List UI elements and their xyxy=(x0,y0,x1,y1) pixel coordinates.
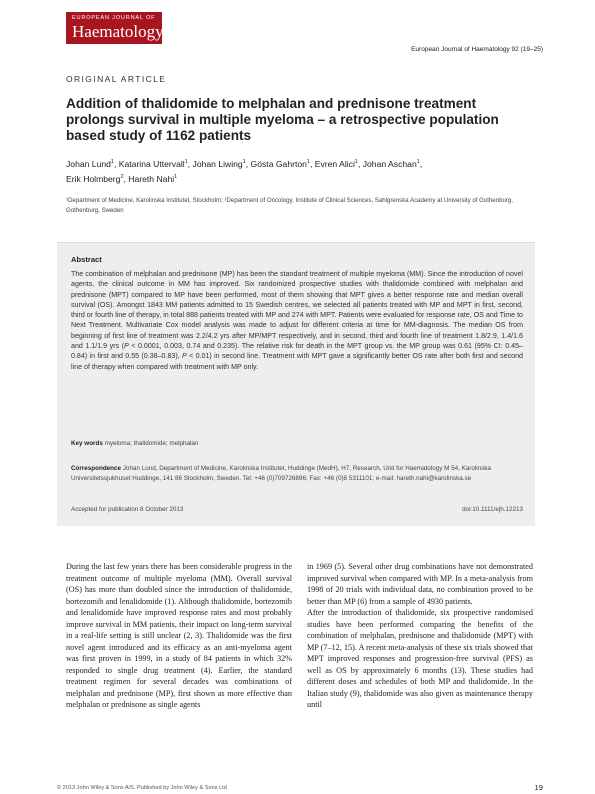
body-paragraph: After the introduction of thalidomide, six prospective randomised studies have been performed comparing the benefits of the combination of melphalan, prednisone and thalidomide (MPT) with MP (7–12, 15). A recent meta-analysis of these six trials showed that MPT improved responses and progression-free survival (PFS) as well as OS by approximately 6 months (13). These studies had different doses and schedules of both MP and thalidomide. In the Italian study (9), thalidomide was also given as maintenance therapy until xyxy=(307,608,533,709)
body-column-left xyxy=(66,561,292,711)
article-type: ORIGINAL ARTICLE xyxy=(66,74,167,84)
page-number: 19 xyxy=(534,783,543,792)
author: Johan Lund$^1$, xyxy=(66,158,119,169)
keywords: Key words myeloma; thalidomide; melphalan xyxy=(71,440,199,447)
author-list xyxy=(66,156,536,186)
correspondence: Correspondence Johan Lund, Department of Medicine, Karolinska Institutet, Huddinge (MedH), H7, Research, Unit for Haematology M 54, Karolinska Universitetssjukhuset Huddinge, 141 86 Stockholm, Sweden. Tel: +46 (0)709726896; Fax: +46 (0)8 5311101; e-mail: hareth.nahi@karolinska.se xyxy=(71,465,491,482)
doi: doi:10.1111/ejh.12213 xyxy=(462,506,523,513)
body-column-right xyxy=(307,561,533,711)
abstract-text: The combination of melphalan and prednisone (MP) has been the standard treatment of multiple myeloma (MM). Since the introduction of novel agents, the clinical outcome in MM has improved. Six randomized prospective studies with thalidomide combined with melphalan and prednisone (MPT) compared to MP have been performed, most of them showing that MPT gives a better response rate and median overall survival (OS). Amongst 1843 MM patients admitted to 15 Swedish centres, we selected all patients treated with MP and MPT in first, second, third or fourth line of therapy, in total 888 patients treated with MP and 274 with MPT. Patients were evaluated for response rate, OS and Time to Next Treatment. Multivariate Cox model analysis was made to adjust for different criteria at time for MM-diagnosis. The median OS from beginning of first line of treatment was 2.2/4.2 yrs after MP/MPT respectively, and in second, third and fourth line of treatment 1.8/2.9, 1.4/1.6 and 1.1/1.9 yrs (P < 0.0001, 0.003, 0.74 and 0.235). The relative risk for death in the MPT group vs. the MP group was 0.61 (95% CI: 0.45–0.84) in first and 0.55 (0.38–0.83), P < 0.01) in second line. Treatment with MPT gave a significantly better OS rate after both first and second line of therapy when compared with treatment with MP only. xyxy=(71,270,523,371)
accepted-date: Accepted for publication 8 October 2013 xyxy=(71,506,184,513)
author: Katarina Uttervall$^1$, xyxy=(118,158,193,169)
abstract-box xyxy=(57,242,535,526)
affiliations: ¹Department of Medicine, Karolinska Institutet, Stockholm; ²Department of Oncology, Institute of Clinical Sciences, Sahlgrenska Academy at University of Gothenburg, Gothenburg, Sweden xyxy=(66,197,513,214)
logo-small-text: EUROPEAN JOURNAL OF xyxy=(72,15,156,21)
journal-reference: European Journal of Haematology 92 (19–25) xyxy=(411,46,543,53)
author: Evren Alici$^1$, xyxy=(314,158,363,169)
author: Johan Liwing$^1$, xyxy=(192,158,251,169)
journal-logo xyxy=(66,12,162,44)
body-paragraph: in 1969 (5). Several other drug combinations have not demonstrated improved survival when compared with MP. In a meta-analysis from 1998 of 20 trials with individual data, no combination proved to be better than MP (6) from a sample of 4930 patients. xyxy=(307,562,533,606)
body-paragraph: During the last few years there has been considerable progress in the treatment outcome of multiple myeloma (MM). Overall survival (OS) has more than doubled since the introduction of thalidomide, bortezomib and lenalidomide (1). Although thalidomide, bortezomib and lenalidomide have improved response rates and most probably improve survival in MM patients, their impact on long-term survival in a real-life setting is still unclear (2, 3). Thalidomide was the first novel agent introduced and its efficacy as an anti-myeloma agent was first proven in 1999, in a study of 84 patients in which 32% responded to single drug treatment (4). Earlier, the standard treatment regimen for several decades was combinations of melphalan and prednisone (MP), first shown as more effective than melphalan or prednisone as single agents xyxy=(66,562,292,709)
article-title: Addition of thalidomide to melphalan and prednisone treatment prolongs survival in multiple myeloma – a retrospective population based study of 1162 patients xyxy=(66,96,499,143)
copyright: © 2013 John Wiley & Sons A/S. Published by John Wiley & Sons Ltd xyxy=(57,785,227,791)
abstract-heading: Abstract xyxy=(71,255,102,264)
logo-big-text: Haematology xyxy=(72,22,164,41)
author: Gösta Gahrton$^1$, xyxy=(250,158,315,169)
author: Hareth Nahi$^1$ xyxy=(128,173,178,184)
author: Erik Holmberg$^2$, xyxy=(66,173,129,184)
author: Johan Aschan$^1$, xyxy=(362,158,423,169)
